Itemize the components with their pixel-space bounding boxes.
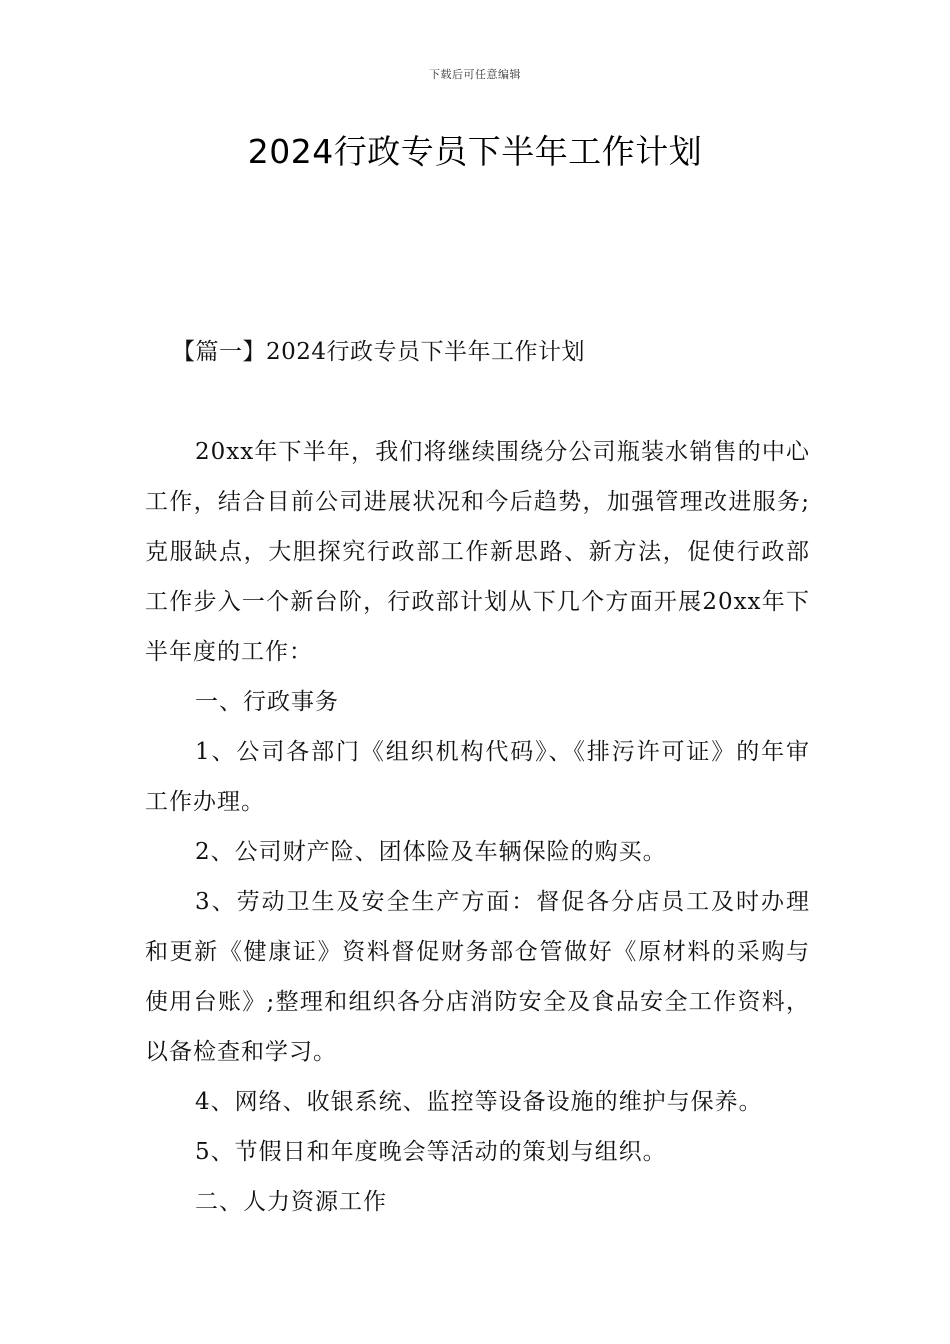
paragraph-item-4: 4、网络、收银系统、监控等设备设施的维护与保养。	[195, 1089, 763, 1115]
paragraph-item-1: 1、公司各部门《组织机构代码》、《排污许可证》的年审工作办理。	[145, 739, 810, 815]
paragraph-intro: 20xx年下半年，我们将继续围绕分公司瓶装水销售的中心工作，结合目前公司进展状况和今后趋势，加强管理改进服务;克服缺点，大胆探究行政部工作新思路、新方法，促使行政部工作步入一个新台阶，行政部计划从下几个方面开展20xx年下半年度的工作：	[145, 439, 810, 665]
document-title: 2024行政专员下半年工作计划	[247, 132, 703, 171]
paragraph-item-3: 3、劳动卫生及安全生产方面：督促各分店员工及时办理和更新《健康证》资料督促财务部仓管做好《原材料的采购与使用台账》;整理和组织各分店消防安全及食品安全工作资料，以备检查和学习。	[145, 889, 810, 1065]
header-note: 下载后可任意编辑	[429, 68, 521, 81]
document-body	[145, 427, 810, 1227]
paragraph-heading-admin: 一、行政事务	[195, 689, 339, 715]
paragraph-heading-hr: 二、人力资源工作	[195, 1189, 387, 1215]
section-heading: 【篇一】2024行政专员下半年工作计划	[172, 339, 586, 365]
paragraph-item-2: 2、公司财产险、团体险及车辆保险的购买。	[195, 839, 667, 865]
paragraph-item-5: 5、节假日和年度晚会等活动的策划与组织。	[195, 1139, 667, 1165]
